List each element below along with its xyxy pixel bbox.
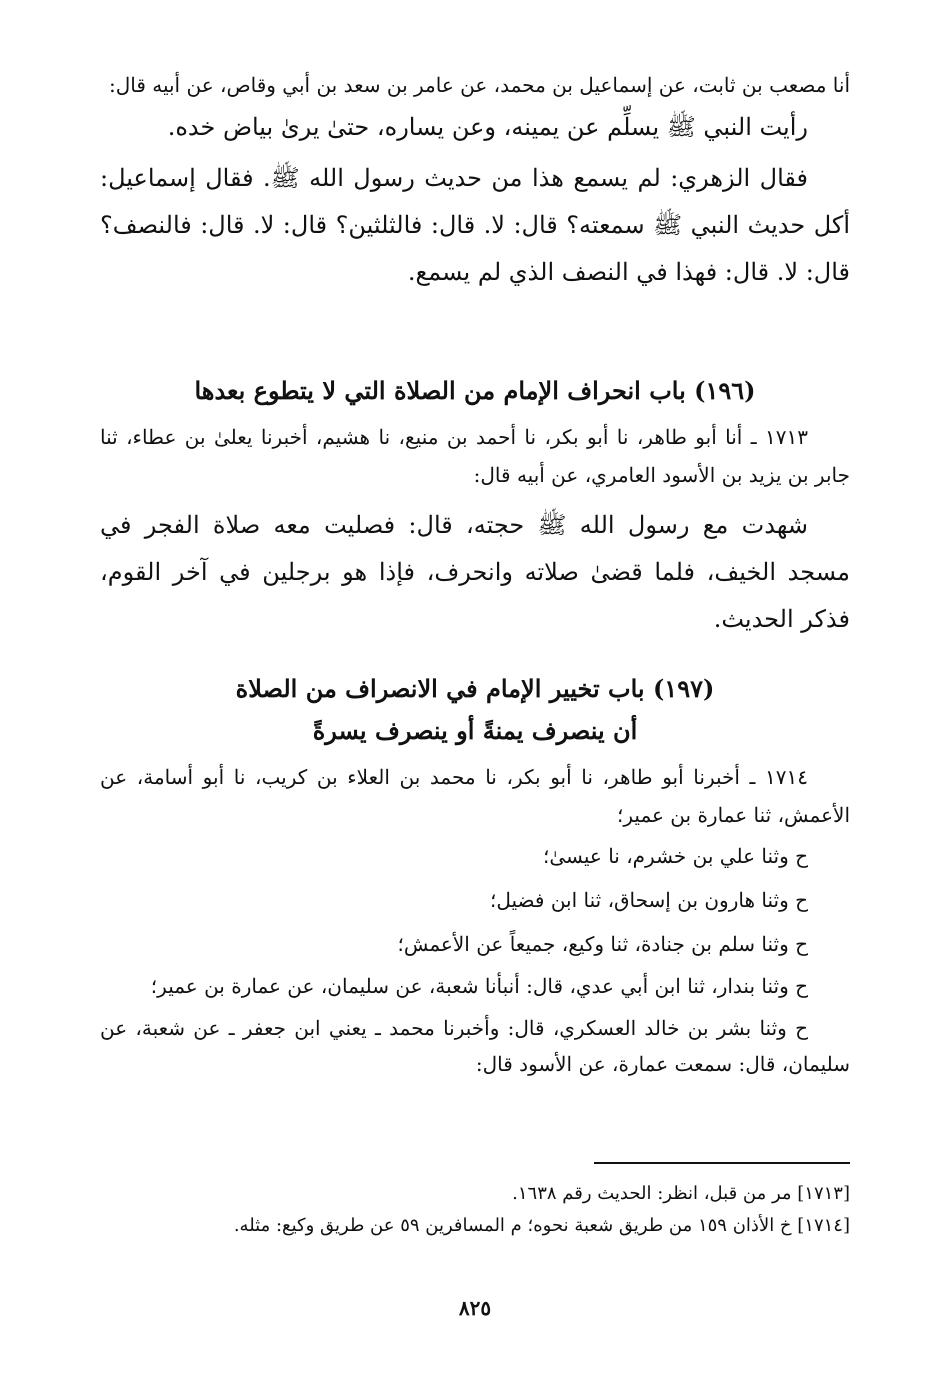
hadith-isnad-continued: أنا مصعب بن ثابت، عن إسماعيل بن محمد، عن عامر بن سعد بن أبي وقاص، عن أبيه قال: [108,73,850,97]
hadith-1713-matn: شهدت مع رسول الله ﷺ حجته، قال: فصليت معه صلاة الفجر في مسجد الخيف، فلما قضىٰ صلاته وانحرف، فإذا هو برجلين في آخر القوم، فذكر الحديث. [100,511,850,633]
page-number: ٨٢٥ [458,1296,492,1320]
hadith-matn-continued: رأيت النبي ﷺ يسلِّم عن يمينه، وعن يساره، حتىٰ يرىٰ بياض خده. [167,113,808,141]
isnad-chain-1: ح وثنا علي بن خشرم، نا عيسىٰ؛ [543,844,808,868]
chapter-196-heading: (١٩٦) باب انحراف الإمام من الصلاة التي لا يتطوع بعدها [194,376,756,405]
hadith-1713-isnad: ١٧١٣ ـ أنا أبو طاهر، نا أبو بكر، نا أحمد بن منيع، نا هشيم، أخبرنا يعلىٰ بن عطاء، ثنا جابر بن يزيد بن الأسود العامري، عن أبيه قال: [100,425,850,487]
footnotes [100,1178,850,1242]
footnote-1714: [١٧١٤] خ الأذان ١٥٩ من طريق شعبة نحوه؛ م المسافرين ٥٩ عن طريق وكيع: مثله. [233,1215,850,1236]
chapter-196 [100,370,850,643]
isnad-chain-2: ح وثنا هارون بن إسحاق، ثنا ابن فضيل؛ [490,888,808,912]
isnad-chain-3: ح وثنا سلم بن جنادة، ثنا وكيع، جميعاً عن الأعمش؛ [397,932,808,956]
isnad-chain-4: ح وثنا بندار، ثنا ابن أبي عدي، قال: أنبأنا شعبة، عن سليمان، عن عمارة بن عمير؛ [150,974,808,998]
continued-hadith-block [100,66,850,296]
chapter-197-heading-line1: (١٩٧) باب تخيير الإمام في الانصراف من الصلاة [235,674,715,703]
chapter-197 [100,668,850,1082]
footnote-divider [594,1162,850,1164]
isnad-chain-5: ح وثنا بشر بن خالد العسكري، قال: وأخبرنا محمد ـ يعني ابن جعفر ـ عن شعبة، عن سليمان، قال: سمعت عمارة، عن الأسود قال: [100,1016,850,1076]
hadith-1714-isnad: ١٧١٤ ـ أخبرنا أبو طاهر، نا أبو بكر، نا محمد بن العلاء بن كريب، نا أبو أسامة، عن الأعمش، ثنا عمارة بن عمير؛ [100,765,850,827]
footnote-1713: [١٧١٣] مر من قبل، انظر: الحديث رقم ١٦٣٨. [512,1183,850,1204]
chapter-197-heading-line2: أن ينصرف يمنةً أو ينصرف يسرةً [312,716,638,745]
zuhri-commentary: فقال الزهري: لم يسمع هذا من حديث رسول الله ﷺ. فقال إسماعيل: أكل حديث النبي ﷺ سمعته؟ قال: لا. قال: فالثلثين؟ قال: لا. قال: فالنصف؟ قال: لا. قال: فهذا في النصف الذي لم يسمع. [100,164,850,286]
